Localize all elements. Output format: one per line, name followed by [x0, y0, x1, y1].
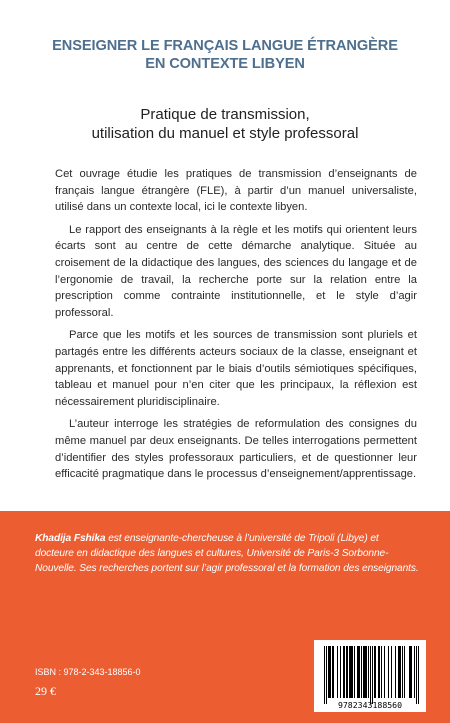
barcode-bar	[366, 646, 367, 698]
blurb-paragraph-4: L’auteur interroge les stratégies de reformulation des consignes du même manuel par deux enseignants. De telles interrogations permettent d’identifier des styles professoraux particuliers, et de questionner leur efficacité pragmatique dans le processus d’enseignement/apprentissage.	[55, 418, 417, 481]
barcode-bar	[330, 646, 331, 698]
book-title	[40, 37, 410, 73]
barcode-bar	[324, 646, 325, 704]
barcode-bar	[332, 646, 333, 698]
barcode-bar	[333, 646, 334, 698]
barcode-bar	[372, 646, 373, 704]
book-title-line-2: EN CONTEXTE LIBYEN	[145, 56, 305, 72]
blurb	[55, 166, 417, 489]
barcode-bar	[364, 646, 365, 698]
book-subtitle-line-1: Pratique de transmission,	[140, 106, 310, 123]
barcode-bar	[340, 646, 341, 698]
price-text: 29 €	[35, 684, 56, 698]
author-bio-text: est enseignante-chercheuse à l’université de Tripoli (Libye) et docteure en didactique des langues et cultures, Université de Paris-3 Sorbonne-Nouvelle. Ses recherches portent sur l’agir professoral et la formation des enseignants.	[35, 533, 419, 574]
barcode-bar	[365, 646, 366, 698]
barcode-bar	[395, 646, 396, 698]
barcode-bar	[414, 646, 415, 698]
book-title-line-1: ENSEIGNER LE FRANÇAIS LANGUE ÉTRANGÈRE	[52, 38, 398, 54]
barcode	[314, 640, 426, 712]
barcode-bar	[326, 646, 327, 704]
barcode-bar	[337, 646, 338, 698]
barcode-bar	[350, 646, 351, 698]
barcode-bar	[361, 646, 362, 698]
barcode-bar	[404, 646, 405, 698]
book-subtitle	[60, 105, 390, 143]
barcode-bar	[416, 646, 417, 704]
barcode-number: 9782343188560	[337, 700, 403, 710]
barcode-bar	[379, 646, 380, 698]
barcode-bar	[354, 646, 355, 698]
barcode-bar	[398, 646, 399, 698]
barcode-bar	[388, 646, 389, 698]
barcode-bar	[409, 646, 410, 698]
barcode-bar	[359, 646, 360, 698]
barcode-bar	[347, 646, 348, 698]
author-name: Khadija Fshika	[35, 533, 106, 544]
barcode-bar	[411, 646, 412, 698]
barcode-bar	[410, 646, 411, 698]
barcode-bar	[391, 646, 392, 698]
blurb-paragraph-2: Le rapport des enseignants à la règle et les motifs qui orientent leurs écarts sont au centre de cette démarche analytique. Située au croisement de la didactique des langues, des sciences du langage et de l’ergonomie de travail, la recherche porte sur la relation entre la prescription comme contrainte institutionnelle, et le style d’agir professoral.	[55, 223, 417, 319]
book-subtitle-line-2: utilisation du manuel et style professoral	[91, 125, 359, 142]
blurb-paragraph-1: Cet ouvrage étudie les pratiques de transmission d’enseignants de français langue étrangère (FLE), à partir d’un manuel universaliste, utilisé dans un contexte local, ici le contexte libyen.	[55, 168, 417, 214]
blurb-paragraph-3: Parce que les motifs et les sources de transmission sont pluriels et partagés entre les différents acteurs sociaux de la classe, enseignant et apprenants, et fonctionnent par le biais d’outils sémiotiques spécifiques, tableau et manuel pour n’en citer que les principaux, la réflexion est nécessairement pluridisciplinaire.	[55, 329, 417, 408]
barcode-bar	[357, 646, 358, 698]
barcode-bar	[329, 646, 330, 698]
barcode-bar	[370, 646, 371, 704]
barcode-graphic	[314, 640, 426, 712]
barcode-bar	[400, 646, 401, 698]
barcode-bar	[344, 646, 345, 698]
isbn-text: ISBN : 978-2-343-18856-0	[35, 667, 141, 677]
barcode-bar	[384, 646, 385, 698]
barcode-bar	[375, 646, 376, 698]
barcode-bar	[378, 646, 379, 698]
barcode-bar	[328, 646, 329, 698]
barcode-bar	[399, 646, 400, 698]
barcode-bar	[402, 646, 403, 698]
author-bio	[35, 531, 420, 576]
barcode-bar	[349, 646, 350, 698]
barcode-bar	[346, 646, 347, 698]
barcode-bar	[381, 646, 382, 698]
barcode-bar	[358, 646, 359, 698]
barcode-bar	[352, 646, 353, 698]
barcode-bar	[363, 646, 364, 698]
barcode-bar	[351, 646, 352, 698]
barcode-bar	[374, 646, 375, 698]
barcode-bar	[343, 646, 344, 698]
barcode-bar	[418, 646, 419, 704]
barcode-bar	[368, 646, 369, 698]
